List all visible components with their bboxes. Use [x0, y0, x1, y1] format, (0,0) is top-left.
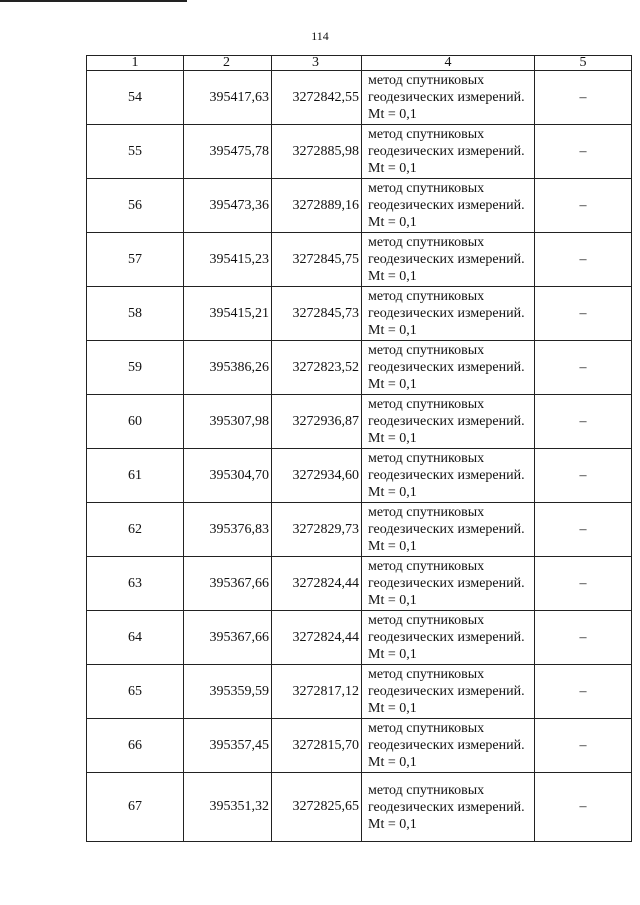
point-number-cell: 64 — [87, 611, 184, 665]
top-rule — [0, 0, 187, 2]
method-cell — [362, 179, 535, 233]
coordinates-table — [86, 55, 632, 842]
table-row — [87, 179, 632, 233]
table-row — [87, 341, 632, 395]
method-text: метод спутниковых геодезических измерений. Mt = 0,1 — [368, 559, 525, 608]
column-header-1: 1 — [87, 56, 184, 71]
table-row — [87, 611, 632, 665]
note-cell: – — [535, 773, 632, 842]
column-header-5: 5 — [535, 56, 632, 71]
method-text: метод спутниковых геодезических измерений. Mt = 0,1 — [368, 782, 525, 832]
note-cell: – — [535, 719, 632, 773]
method-text: метод спутниковых геодезических измерений. Mt = 0,1 — [368, 667, 525, 716]
y-coordinate-cell: 3272824,44 — [272, 557, 362, 611]
method-cell — [362, 287, 535, 341]
y-coordinate-cell: 3272824,44 — [272, 611, 362, 665]
point-number-cell: 63 — [87, 557, 184, 611]
method-text: метод спутниковых геодезических измерений. Mt = 0,1 — [368, 721, 525, 770]
x-coordinate-cell: 395357,45 — [184, 719, 272, 773]
note-cell: – — [535, 611, 632, 665]
y-coordinate-cell: 3272842,55 — [272, 71, 362, 125]
x-coordinate-cell: 395473,36 — [184, 179, 272, 233]
table-row — [87, 503, 632, 557]
x-coordinate-cell: 395415,21 — [184, 287, 272, 341]
note-cell: – — [535, 179, 632, 233]
method-text: метод спутниковых геодезических измерений. Mt = 0,1 — [368, 397, 525, 446]
y-coordinate-cell: 3272829,73 — [272, 503, 362, 557]
point-number-cell: 60 — [87, 395, 184, 449]
header-row — [87, 56, 632, 71]
table-row — [87, 773, 632, 842]
point-number-cell: 58 — [87, 287, 184, 341]
method-text: метод спутниковых геодезических измерений. Mt = 0,1 — [368, 235, 525, 284]
point-number-cell: 61 — [87, 449, 184, 503]
table-row — [87, 719, 632, 773]
method-cell — [362, 233, 535, 287]
note-cell: – — [535, 287, 632, 341]
column-header-4: 4 — [362, 56, 535, 71]
column-header-2: 2 — [184, 56, 272, 71]
table-body — [87, 71, 632, 842]
y-coordinate-cell: 3272815,70 — [272, 719, 362, 773]
table-row — [87, 395, 632, 449]
method-text: метод спутниковых геодезических измерений. Mt = 0,1 — [368, 289, 525, 338]
note-cell: – — [535, 233, 632, 287]
method-cell — [362, 125, 535, 179]
method-cell — [362, 449, 535, 503]
x-coordinate-cell: 395386,26 — [184, 341, 272, 395]
point-number-cell: 59 — [87, 341, 184, 395]
point-number-cell: 67 — [87, 773, 184, 842]
table-row — [87, 557, 632, 611]
x-coordinate-cell: 395415,23 — [184, 233, 272, 287]
y-coordinate-cell: 3272934,60 — [272, 449, 362, 503]
y-coordinate-cell: 3272825,65 — [272, 773, 362, 842]
page-number: 114 — [311, 29, 329, 43]
y-coordinate-cell: 3272936,87 — [272, 395, 362, 449]
table-row — [87, 287, 632, 341]
note-cell: – — [535, 557, 632, 611]
method-text: метод спутниковых геодезических измерений. Mt = 0,1 — [368, 505, 525, 554]
method-cell — [362, 71, 535, 125]
y-coordinate-cell: 3272817,12 — [272, 665, 362, 719]
method-text: метод спутниковых геодезических измерений. Mt = 0,1 — [368, 73, 525, 122]
point-number-cell: 62 — [87, 503, 184, 557]
column-header-3: 3 — [272, 56, 362, 71]
point-number-cell: 54 — [87, 71, 184, 125]
y-coordinate-cell: 3272885,98 — [272, 125, 362, 179]
method-text: метод спутниковых геодезических измерений. Mt = 0,1 — [368, 181, 525, 230]
x-coordinate-cell: 395367,66 — [184, 557, 272, 611]
method-text: метод спутниковых геодезических измерений. Mt = 0,1 — [368, 343, 525, 392]
point-number-cell: 66 — [87, 719, 184, 773]
y-coordinate-cell: 3272889,16 — [272, 179, 362, 233]
note-cell: – — [535, 341, 632, 395]
note-cell: – — [535, 503, 632, 557]
y-coordinate-cell: 3272823,52 — [272, 341, 362, 395]
x-coordinate-cell: 395307,98 — [184, 395, 272, 449]
note-cell: – — [535, 71, 632, 125]
x-coordinate-cell: 395376,83 — [184, 503, 272, 557]
method-cell — [362, 773, 535, 842]
method-text: метод спутниковых геодезических измерений. Mt = 0,1 — [368, 451, 525, 500]
point-number-cell: 65 — [87, 665, 184, 719]
point-number-cell: 55 — [87, 125, 184, 179]
method-cell — [362, 341, 535, 395]
table-row — [87, 233, 632, 287]
note-cell: – — [535, 125, 632, 179]
x-coordinate-cell: 395351,32 — [184, 773, 272, 842]
point-number-cell: 56 — [87, 179, 184, 233]
table-row — [87, 125, 632, 179]
method-cell — [362, 719, 535, 773]
table-row — [87, 449, 632, 503]
x-coordinate-cell: 395475,78 — [184, 125, 272, 179]
method-text: метод спутниковых геодезических измерений. Mt = 0,1 — [368, 613, 525, 662]
method-text: метод спутниковых геодезических измерений. Mt = 0,1 — [368, 127, 525, 176]
method-cell — [362, 557, 535, 611]
y-coordinate-cell: 3272845,73 — [272, 287, 362, 341]
note-cell: – — [535, 449, 632, 503]
x-coordinate-cell: 395359,59 — [184, 665, 272, 719]
point-number-cell: 57 — [87, 233, 184, 287]
note-cell: – — [535, 665, 632, 719]
x-coordinate-cell: 395367,66 — [184, 611, 272, 665]
x-coordinate-cell: 395417,63 — [184, 71, 272, 125]
method-cell — [362, 665, 535, 719]
method-cell — [362, 503, 535, 557]
table-row — [87, 665, 632, 719]
table-row — [87, 71, 632, 125]
y-coordinate-cell: 3272845,75 — [272, 233, 362, 287]
method-cell — [362, 611, 535, 665]
x-coordinate-cell: 395304,70 — [184, 449, 272, 503]
method-cell — [362, 395, 535, 449]
note-cell: – — [535, 395, 632, 449]
